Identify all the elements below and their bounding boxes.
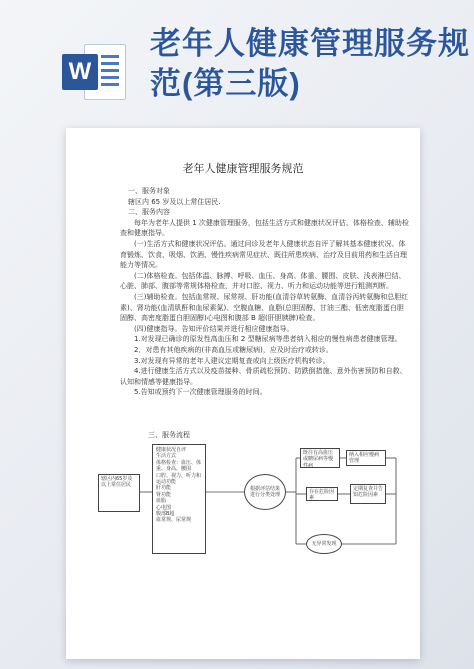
- flow-list-item: 健康状况自评: [156, 447, 187, 453]
- document-title: 老年人健康管理服务规范: [182, 162, 304, 175]
- flow-list-item: 体格检查：血压、体重、身高、腰围: [156, 459, 202, 473]
- flow-list-item: 血常规、尿常规: [156, 517, 192, 524]
- flow-list-item: 血脂: [156, 498, 167, 505]
- flow-chronic-manage-box: 纳入相应慢病管理: [346, 450, 386, 466]
- flow-risk-box: 存在危险因素: [306, 487, 338, 501]
- document-paragraph: 一、服务对象: [128, 187, 170, 195]
- flow-list-item: 肾功能: [156, 491, 172, 498]
- flow-list-item: 口腔、视力、听力和运动功能: [156, 472, 202, 486]
- document-paragraph: 二、服务内容: [128, 208, 170, 217]
- word-doc-icon: [62, 38, 128, 104]
- document-paragraph: (一)生活方式和健康状况评估。通过问诊及老年人健康状态自评了解其基本健康状况、体育锻炼、饮食、吸烟、饮酒、慢性疾病常见症状、既往所患疾病、治疗及目前用药和生活自理能力等情况。: [120, 239, 407, 270]
- document-paragraph: 5.告知或预约下一次健康管理服务的时间。: [134, 388, 267, 397]
- document-paragraph: 辖区内 65 岁及以上常住居民.: [128, 197, 221, 206]
- document-paragraph: (二)体格检查。包括体温、脉搏、呼吸、血压、身高、体重、腰围、皮肤、浅表淋巴结、心脏、肺部、腹部等常规体格检查，并对口腔、视力、听力和运动功能等进行粗测判断。: [120, 271, 406, 291]
- flow-assessment-list: [152, 444, 206, 554]
- flow-list-item: 生活方式: [156, 453, 177, 460]
- flowchart: [96, 444, 412, 594]
- document-paragraph: 2．对患有其他疾病的(非高血压或糖尿病)，应及时治疗或转诊。: [134, 345, 333, 354]
- flow-list-item: 肝功能: [156, 485, 172, 492]
- header: [0, 0, 474, 120]
- flow-classify-oval: 根据评估结果进行分类处理: [244, 474, 286, 510]
- flow-chronic-box: 既往有高血压或糖尿病等慢性病: [300, 448, 340, 468]
- document-paragraph: 4.进行健康生活方式以及疫苗接种、骨质疏松预防、防跌倒措施、意外伤害预防和自救、认知和情感等健康指导。: [120, 367, 407, 386]
- document-paragraph: (四)健康指导。告知评价结果并进行相应健康指导。: [134, 324, 294, 333]
- flow-heading: 三、服务流程: [148, 431, 190, 439]
- document-paragraph: 每年为老年人提供 1 次健康管理服务，包括生活方式和健康状况评估、体格检查、辅助检查和健康指导。: [120, 218, 409, 238]
- page-title: 老年人健康管理服务规范(第三版): [150, 26, 470, 101]
- flow-list-item: 心电图: [156, 504, 172, 511]
- word-logo-letter: W: [62, 54, 98, 90]
- document-paragraph: 1.对发现已确诊的原发性高血压和 2 型糖尿病等患者纳入相应的慢性病患者健康管理。: [134, 335, 402, 344]
- document-preview[interactable]: [66, 128, 420, 659]
- flow-start-box: 辖区内65岁及以上常住居民: [98, 474, 140, 512]
- document-body: [120, 186, 410, 398]
- document-paragraph: (三)辅助检查。包括血常规、尿常规、肝功能(血清谷草转氨酶、血清谷丙转氨酶和总胆红素)、肾功能(血清肌酐和血尿素氮)、空腹血糖、血脂(总胆固醇、甘油三酯、低密度脂蛋白胆固醇、高密度脂蛋白胆固醇)心电图和腹部 B 超(肝胆胰脾)检查。: [120, 292, 409, 323]
- document-paragraph: 3.对发现有异常的老年人建议定期复查或向上级医疗机构转诊。: [134, 356, 330, 365]
- flowchart-connectors: [96, 444, 412, 594]
- flow-list-item: 腹部B超: [156, 511, 175, 518]
- flow-normal-oval: 无异常发现: [306, 534, 342, 554]
- flow-recheck-box: 定期复查并告知危险因素: [350, 484, 386, 504]
